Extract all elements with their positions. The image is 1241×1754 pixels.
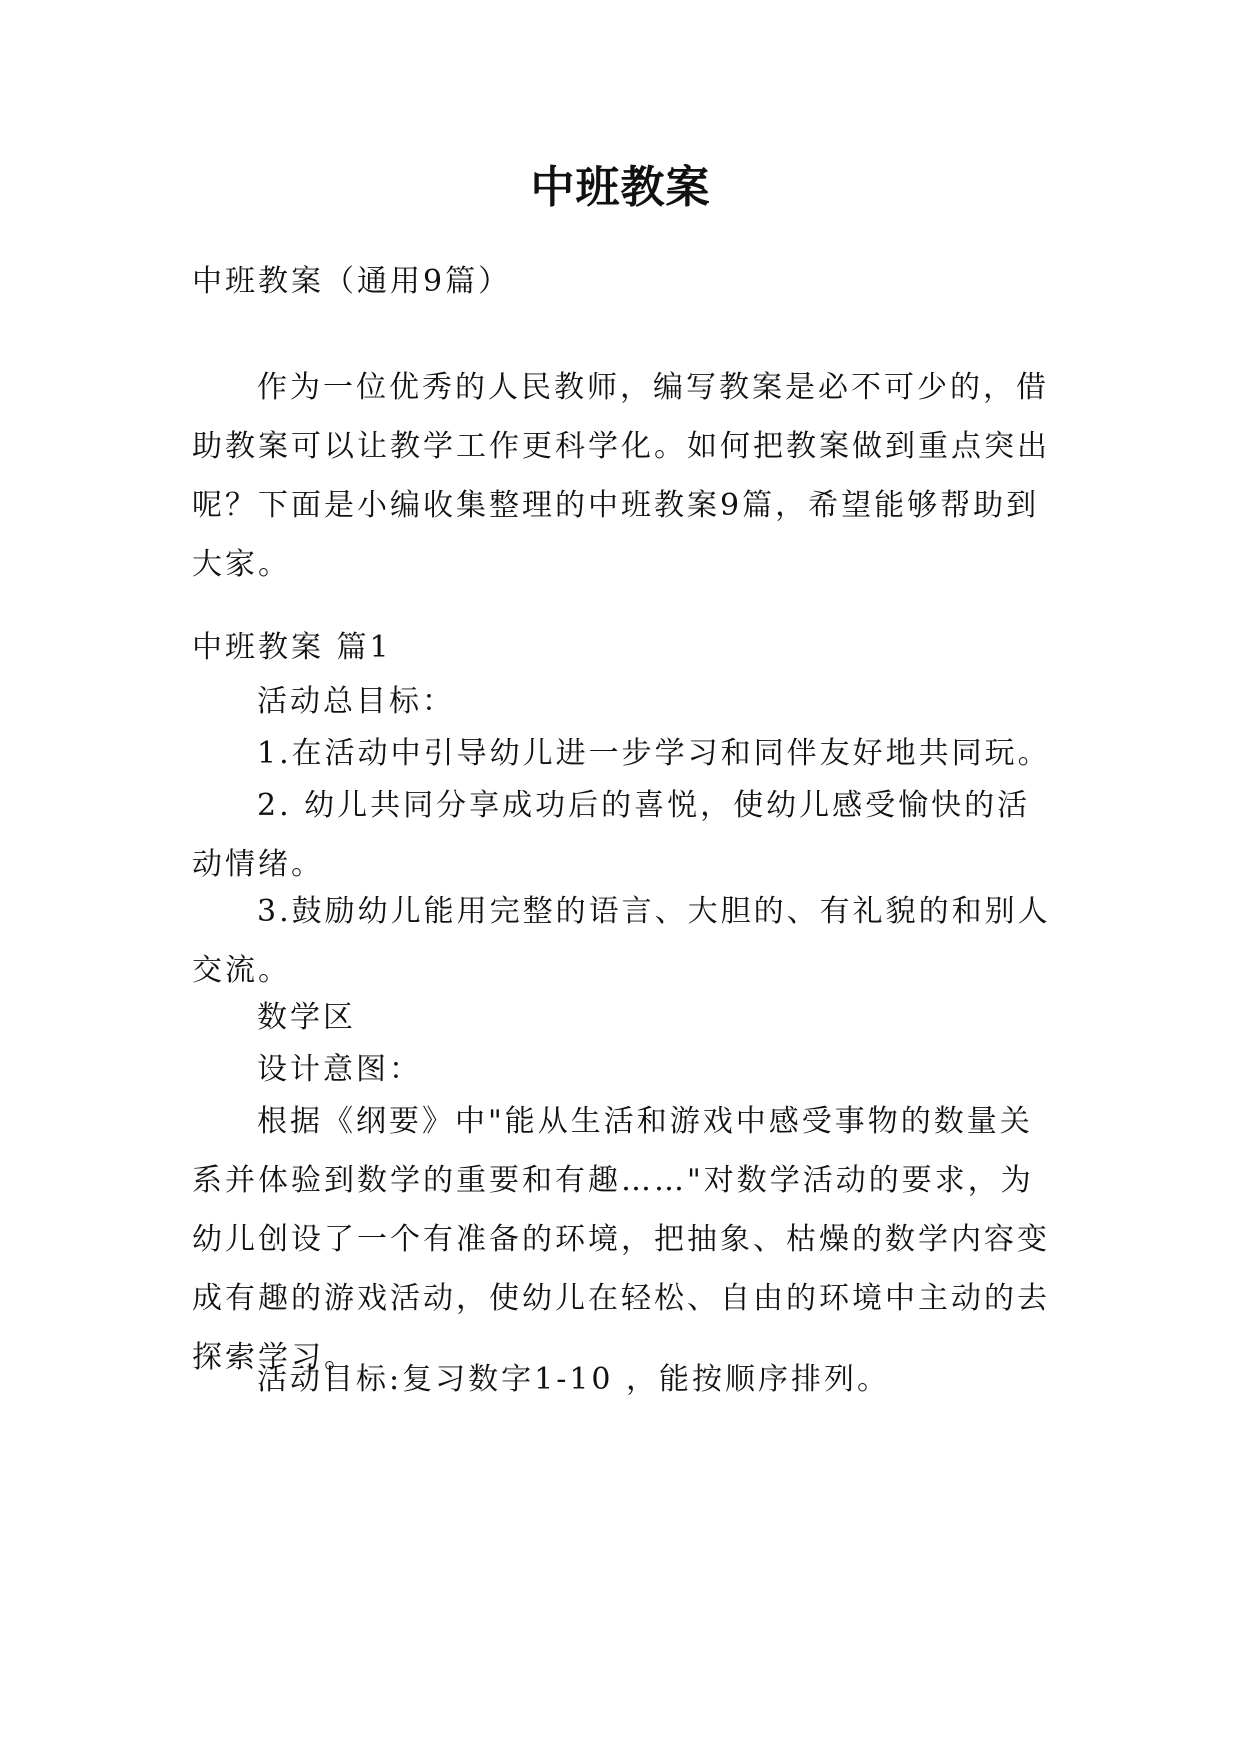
area-heading: 数学区 [257,1000,356,1035]
goal-item-3 [192,882,1072,1000]
design-line-2: 系并体验到数学的重要和有趣……"对数学活动的要求，为 [192,1163,1034,1198]
design-line-1: 根据《纲要》中"能从生活和游戏中感受事物的数量关 [257,1104,1033,1139]
design-line-3: 幼儿创设了一个有准备的环境，把抽象、枯燥的数学内容变 [192,1222,1050,1257]
intro-line-1: 作为一位优秀的人民教师，编写教案是必不可少的，借 [257,370,1049,405]
intro-paragraph [192,358,1072,594]
activity-goal: 活动目标:复习数字1-10 ，能按顺序排列。 [257,1362,891,1397]
document-subtitle: 中班教案（通用9篇） [192,264,512,299]
goal-item-3-line-2: 交流。 [192,953,291,988]
design-paragraph [192,1092,1072,1387]
design-line-5: 探索学习。 [192,1340,357,1375]
document-title: 中班教案 [530,162,711,213]
design-heading: 设计意图： [257,1052,422,1087]
section-heading: 中班教案 篇1 [192,630,392,665]
goal-item-2 [192,776,1072,894]
intro-line-2: 助教案可以让教学工作更科学化。如何把教案做到重点突出 [192,429,1050,464]
goal-item-2-line-2: 动情绪。 [192,847,324,882]
goal-heading: 活动总目标： [257,684,455,719]
goal-item-1: 1.在活动中引导幼儿进一步学习和同伴友好地共同玩。 [257,736,1051,771]
goal-item-3-line-1: 3.鼓励幼儿能用完整的语言、大胆的、有礼貌的和别人 [257,894,1051,929]
design-line-4: 成有趣的游戏活动，使幼儿在轻松、自由的环境中主动的去 [192,1281,1050,1316]
intro-line-4: 大家。 [192,547,291,582]
goal-item-2-line-1: 2. 幼儿共同分享成功后的喜悦，使幼儿感受愉快的活 [257,788,1031,823]
intro-line-3: 呢？下面是小编收集整理的中班教案9篇，希望能够帮助到 [192,488,1040,523]
